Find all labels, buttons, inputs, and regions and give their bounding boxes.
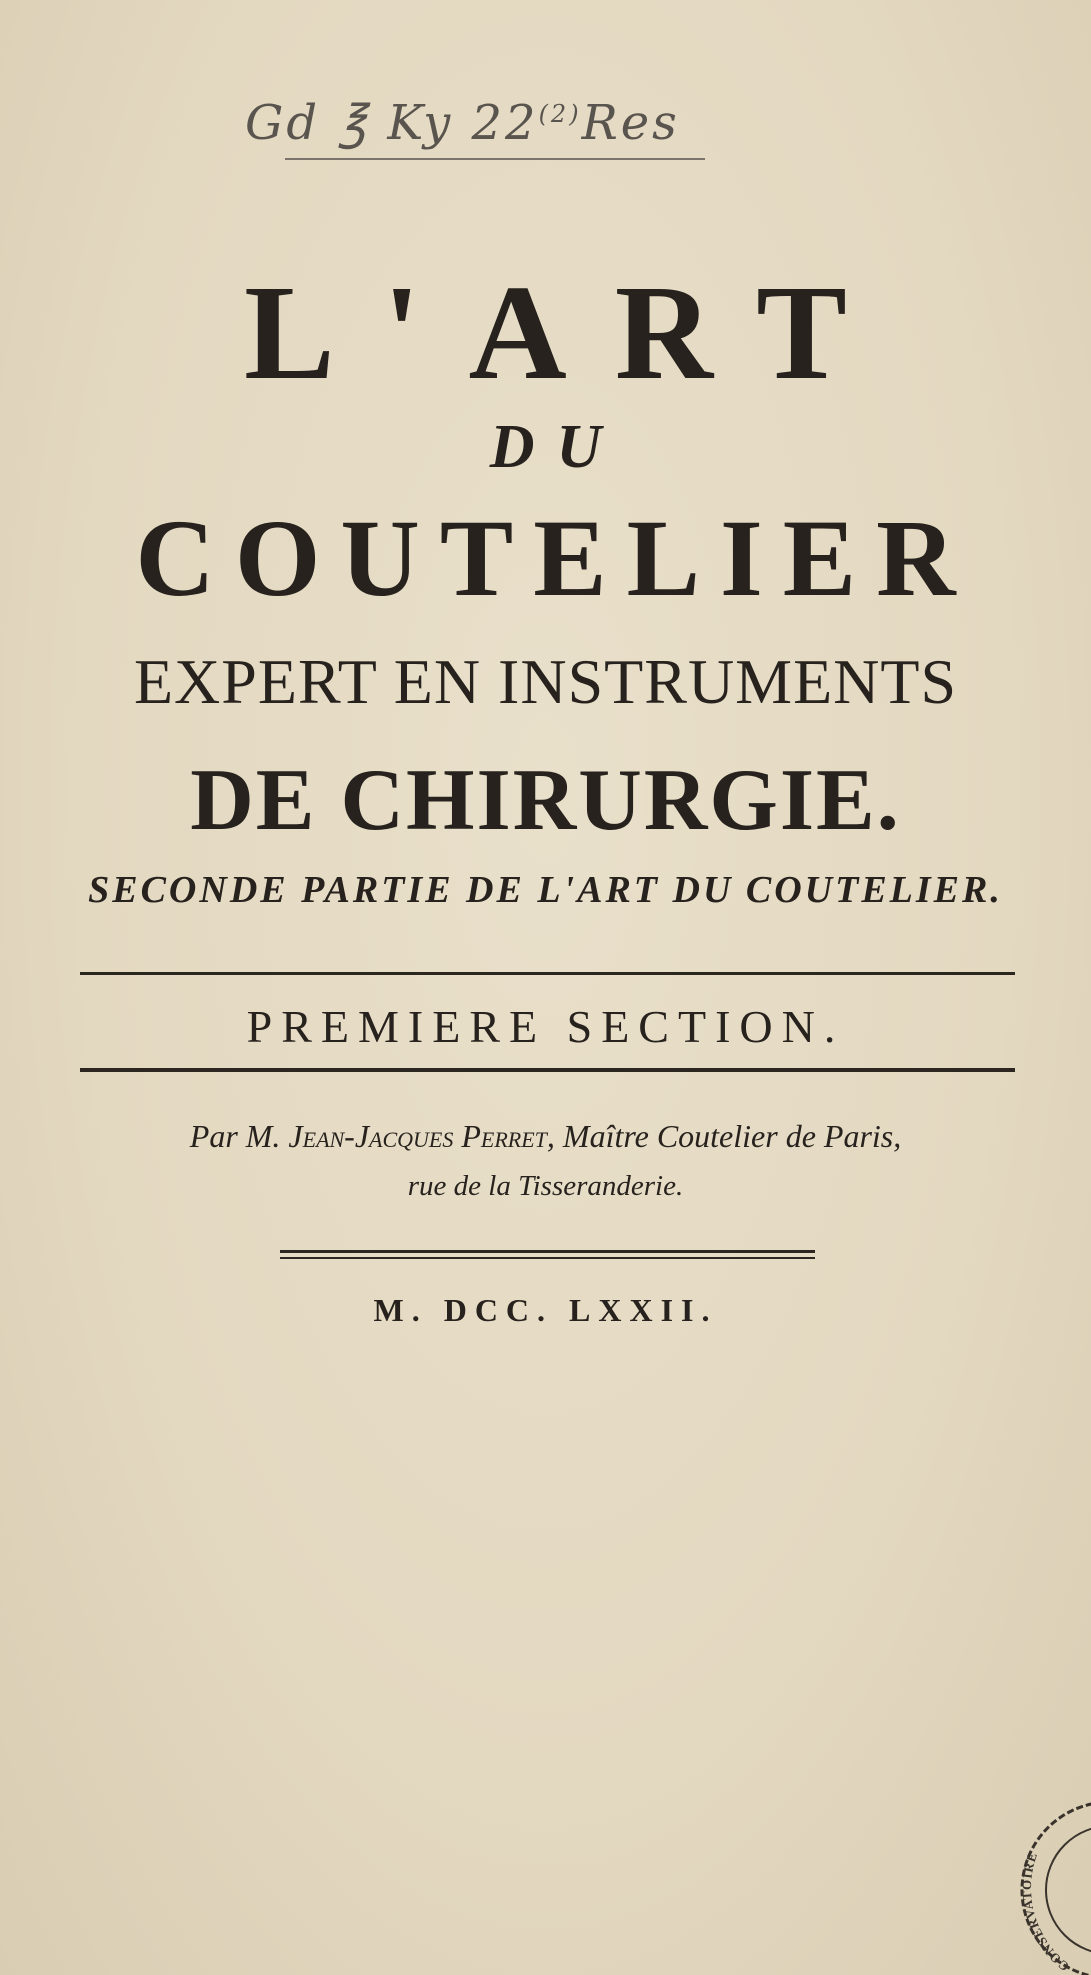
shelfmark [245, 95, 680, 151]
rule-bottom [80, 1068, 1015, 1072]
title-line-coutelier: COUTELIER [135, 497, 976, 619]
double-rule-bottom [280, 1257, 815, 1259]
rule-top [80, 972, 1015, 975]
title-line-du: DU [489, 413, 624, 481]
section-heading: PREMIERE SECTION. [246, 1001, 845, 1052]
author-name: Jean-Jacques Perret [288, 1118, 547, 1154]
subtitle: SECONDE PARTIE DE L'ART DU COUTELIER. [88, 869, 1003, 911]
library-stamp-inner-ring [1046, 1826, 1091, 1954]
author-line [0, 1118, 1091, 1155]
double-rule-top [280, 1250, 815, 1253]
author-address: rue de la Tisseranderie. [407, 1170, 684, 1202]
author-title: , Maître Coutelier de Paris, [546, 1118, 902, 1154]
stamp-label [1019, 1850, 1072, 1975]
title-line-chirurgie: DE CHIRURGIE. [190, 752, 901, 849]
title-line-lart: L'ART [244, 258, 895, 408]
title-line-expert: EXPERT EN INSTRUMENTS [133, 646, 958, 717]
author-prefix: Par M. [189, 1118, 281, 1154]
shelfmark-underline [285, 158, 705, 160]
library-stamp [1000, 1790, 1091, 1975]
stamp-text: CONSERVATOIRE [1018, 1849, 1072, 1975]
publication-date: M. DCC. LXXII. [373, 1292, 718, 1328]
shelfmark-text: Gd ℥ Ky 22 [245, 95, 539, 151]
shelfmark-superscript: (2) [538, 100, 582, 128]
shelfmark-suffix: Res [581, 95, 680, 151]
